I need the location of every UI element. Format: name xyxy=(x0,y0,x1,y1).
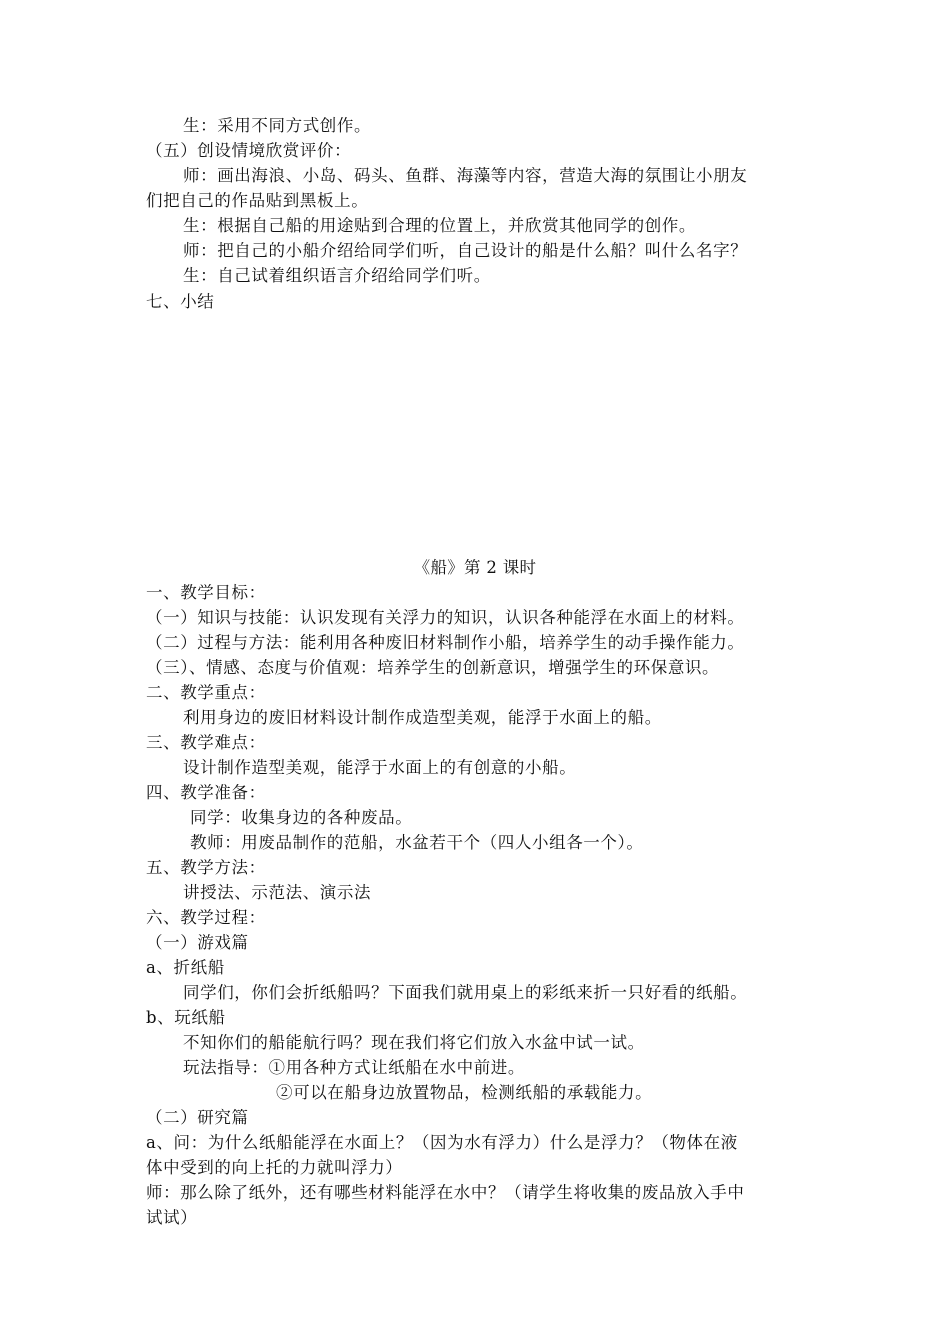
text-line: 设计制作造型美观，能浮于水面上的有创意的小船。 xyxy=(183,758,577,777)
text-line: 玩法指导：①用各种方式让纸船在水中前进。 xyxy=(183,1058,525,1077)
text-line: a、问：为什么纸船能浮在水面上？（因为水有浮力）什么是浮力？（物体在液 xyxy=(146,1133,738,1152)
section-heading: 三、教学难点： xyxy=(146,733,266,752)
text-line: 生：自己试着组织语言介绍给同学们听。 xyxy=(183,266,491,285)
section-heading: 四、教学准备： xyxy=(146,783,266,802)
text-line: 讲授法、示范法、演示法 xyxy=(183,883,372,902)
text-line: 生：根据自己船的用途贴到合理的位置上，并欣赏其他同学的创作。 xyxy=(183,216,696,235)
text-line: 不知你们的船能航行吗？现在我们将它们放入水盆中试一试。 xyxy=(183,1033,645,1052)
text-line: （三）、情感、态度与价值观：培养学生的创新意识，增强学生的环保意识。 xyxy=(146,658,720,677)
text-line: b、玩纸船 xyxy=(146,1008,226,1027)
text-line: 师：画出海浪、小岛、码头、鱼群、海藻等内容，营造大海的氛围让小朋友 xyxy=(183,166,748,185)
text-line: 们把自己的作品贴到黑板上。 xyxy=(146,191,369,210)
subheading: （一）游戏篇 xyxy=(146,933,249,952)
text-line: （二）过程与方法：能利用各种废旧材料制作小船，培养学生的动手操作能力。 xyxy=(146,633,745,652)
text-line: 同学们，你们会折纸船吗？下面我们就用桌上的彩纸来折一只好看的纸船。 xyxy=(183,983,748,1002)
text-line: 生：采用不同方式创作。 xyxy=(183,116,372,135)
text-line: 体中受到的向上托的力就叫浮力） xyxy=(146,1158,403,1177)
section-heading: 一、教学目标： xyxy=(146,583,266,602)
text-line: 教师：用废品制作的范船，水盆若干个（四人小组各一个）。 xyxy=(190,833,644,852)
text-line: a、折纸船 xyxy=(146,958,225,977)
section-heading: 七、小结 xyxy=(146,292,215,311)
subheading: （二）研究篇 xyxy=(146,1108,249,1127)
text-line: 同学：收集身边的各种废品。 xyxy=(190,808,413,827)
text-line: 师：把自己的小船介绍给同学们听，自己设计的船是什么船？叫什么名字？ xyxy=(183,241,748,260)
text-line: ②可以在船身边放置物品，检测纸船的承载能力。 xyxy=(276,1083,653,1102)
section-heading: 六、教学过程： xyxy=(146,908,266,927)
text-line: 试试） xyxy=(146,1208,198,1227)
lesson-title: 《船》第 2 课时 xyxy=(413,558,537,577)
section-heading: 五、教学方法： xyxy=(146,858,266,877)
subheading: （五）创设情境欣赏评价： xyxy=(146,141,352,160)
section-heading: 二、教学重点： xyxy=(146,683,266,702)
text-line: （一）知识与技能：认识发现有关浮力的知识，认识各种能浮在水面上的材料。 xyxy=(146,608,745,627)
text-line: 利用身边的废旧材料设计制作成造型美观，能浮于水面上的船。 xyxy=(183,708,662,727)
text-line: 师：那么除了纸外，还有哪些材料能浮在水中？（请学生将收集的废品放入手中 xyxy=(146,1183,745,1202)
